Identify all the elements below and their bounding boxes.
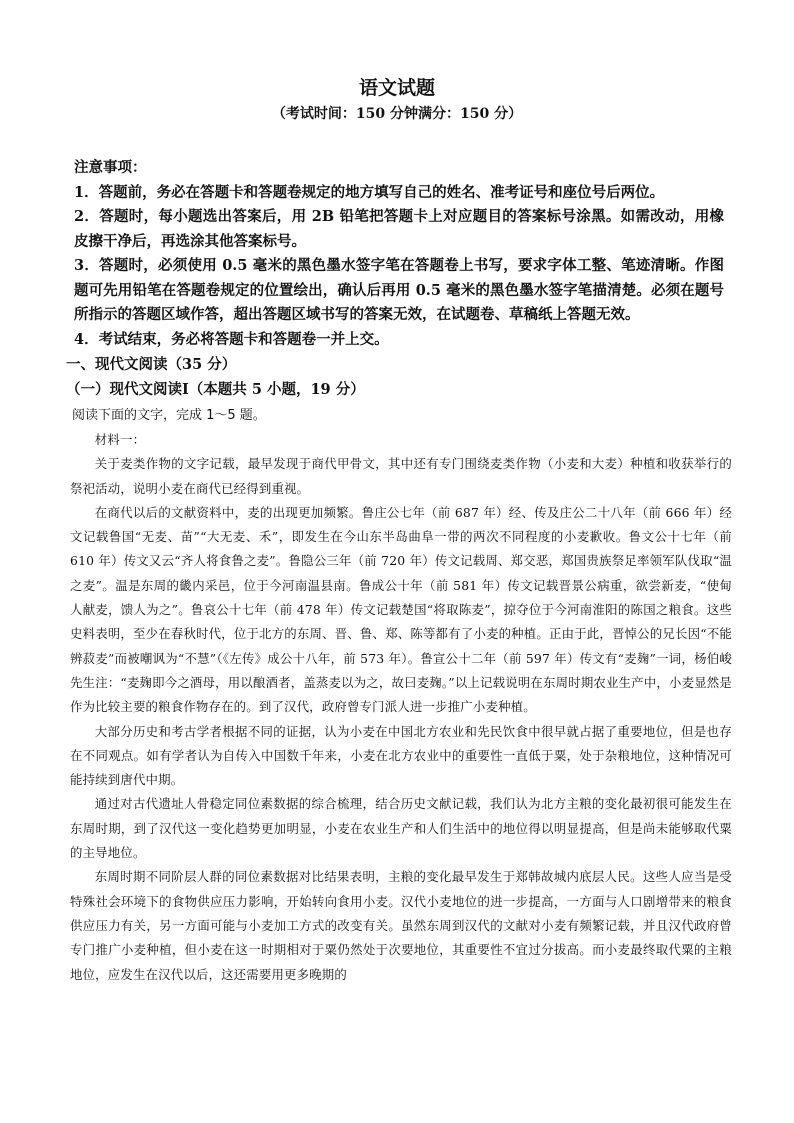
- notice-item-2: 2．答题时，每小题选出答案后，用 2B 铅笔把答题卡上对应题目的答案标号涂黑。如需改动，用橡皮擦干净后，再选涂其他答案标号。: [74, 208, 724, 250]
- page-title: 语文试题: [358, 77, 435, 99]
- exam-time-subtitle: （考试时间：150 分钟满分：150 分）: [271, 106, 523, 122]
- notice-heading: 注意事项：: [74, 159, 147, 176]
- article-paragraph: 大部分历史和考古学者根据不同的证据，认为小麦在中国北方农业和先民饮食中很早就占据了重要地位，但是也存在不同观点。如有学者认为自传入中国数千年来，小麦在北方农业中的重要性一直低于粟，处于杂粮地位，这种情况可能持续到唐代中期。: [70, 723, 732, 788]
- article-paragraph: 在商代以后的文献资料中，麦的出现更加频繁。鲁庄公七年（前 687 年）经、传及庄公二十八年（前 666 年）经文记载鲁国“无麦、苗”“大无麦、禾”，即发生在今山东半岛曲阜一带的两次不同程度的小麦歉收。鲁文公十七年（前 610 年）传文又云“齐人将食鲁之麦”。鲁隐公三年（前 720 年）传文记载周、郑交恶，郑国贵族祭足率领军队伐取“温之麦”。温是东周的畿内采邑，位于今河南温县南。鲁成公十年（前 581 年）传文记载晋景公病重，欲尝新麦，“使甸人献麦，馈人为之”。鲁哀公十七年（前 478 年）传文记载楚国“将取陈麦”，掠夺位于今河南淮阳的陈国之粮食。这些史料表明，至少在春秋时代，位于北方的东周、晋、鲁、郑、陈等都有了小麦的种植。正由于此，晋悼公的兄长因“不能辨菽麦”而被嘲讽为“不慧”（《左传》成公十八年，前 573 年）。鲁宣公十二年（前 597 年）传文有“麦麹”一词，杨伯峻先生注：“麦麹即今之酒母，用以酿酒者，盖蒸麦以为之，故曰麦麹。”以上记载说明在东周时期农业生产中，小麦显然是作为比较主要的粮食作物存在的。到了汉代，政府曾专门派人进一步推广小麦种植。: [70, 504, 732, 715]
- article-body: [70, 428, 732, 987]
- material-label: 材料一：: [94, 432, 146, 447]
- sub-section-heading: （一）现代文阅读Ⅰ（本题共 5 小题，19 分）: [66, 381, 365, 398]
- notice-block: [74, 156, 724, 352]
- notice-item-3: 3．答题时，必须使用 0.5 毫米的黑色墨水签字笔在答题卷上书写，要求字体工整、笔迹清晰。作图题可先用铅笔在答题卷规定的位置绘出，确认后再用 0.5 毫米的黑色墨水签字笔描清楚。必须在题号所指示的答题区域作答，超出答题区域书写的答案无效，在试题卷、草稿纸上答题无效。: [74, 257, 724, 323]
- article-paragraph: 关于麦类作物的文字记载，最早发现于商代甲骨文，其中还有专门围绕麦类作物（小麦和大麦）种植和收获举行的祭祀活动，说明小麦在商代已经得到重视。: [70, 456, 732, 496]
- notice-item-1: 1．答题前，务必在答题卡和答题卷规定的地方填写自己的姓名、准考证号和座位号后两位。: [74, 183, 665, 201]
- notice-item-4: 4．考试结束，务必将答题卡和答题卷一并上交。: [74, 330, 389, 348]
- reading-instruction: 阅读下面的文字，完成 1～5 题。: [72, 408, 266, 423]
- section-heading: 一、现代文阅读（35 分）: [66, 356, 237, 373]
- article-paragraph: 东周时期不同阶层人群的同位素数据对比结果表明，主粮的变化最早发生于郑韩故城内底层人民。这些人应当是受特殊社会环境下的食物供应压力影响，开始转向食用小麦。汉代小麦地位的进一步提高，一方面与人口剧增带来的粮食供应压力有关，另一方面可能与小麦加工方式的改变有关。虽然东周到汉代的文献对小麦有频繁记载，并且汉代政府曾专门推广小麦种植，但小麦在这一时期相对于粟仍然处于次要地位，其重要性不宜过分拔高。而小麦最终取代粟的主粮地位，应发生在汉代以后，这还需要用更多晚期的: [70, 869, 732, 982]
- article-paragraph: 通过对古代遗址人骨稳定同位素数据的综合梳理，结合历史文献记载，我们认为北方主粮的变化最初很可能发生在东周时期，到了汉代这一变化趋势更加明显，小麦在农业生产和人们生活中的地位得以明显提高，但是尚未能够取代粟的主导地位。: [70, 796, 732, 861]
